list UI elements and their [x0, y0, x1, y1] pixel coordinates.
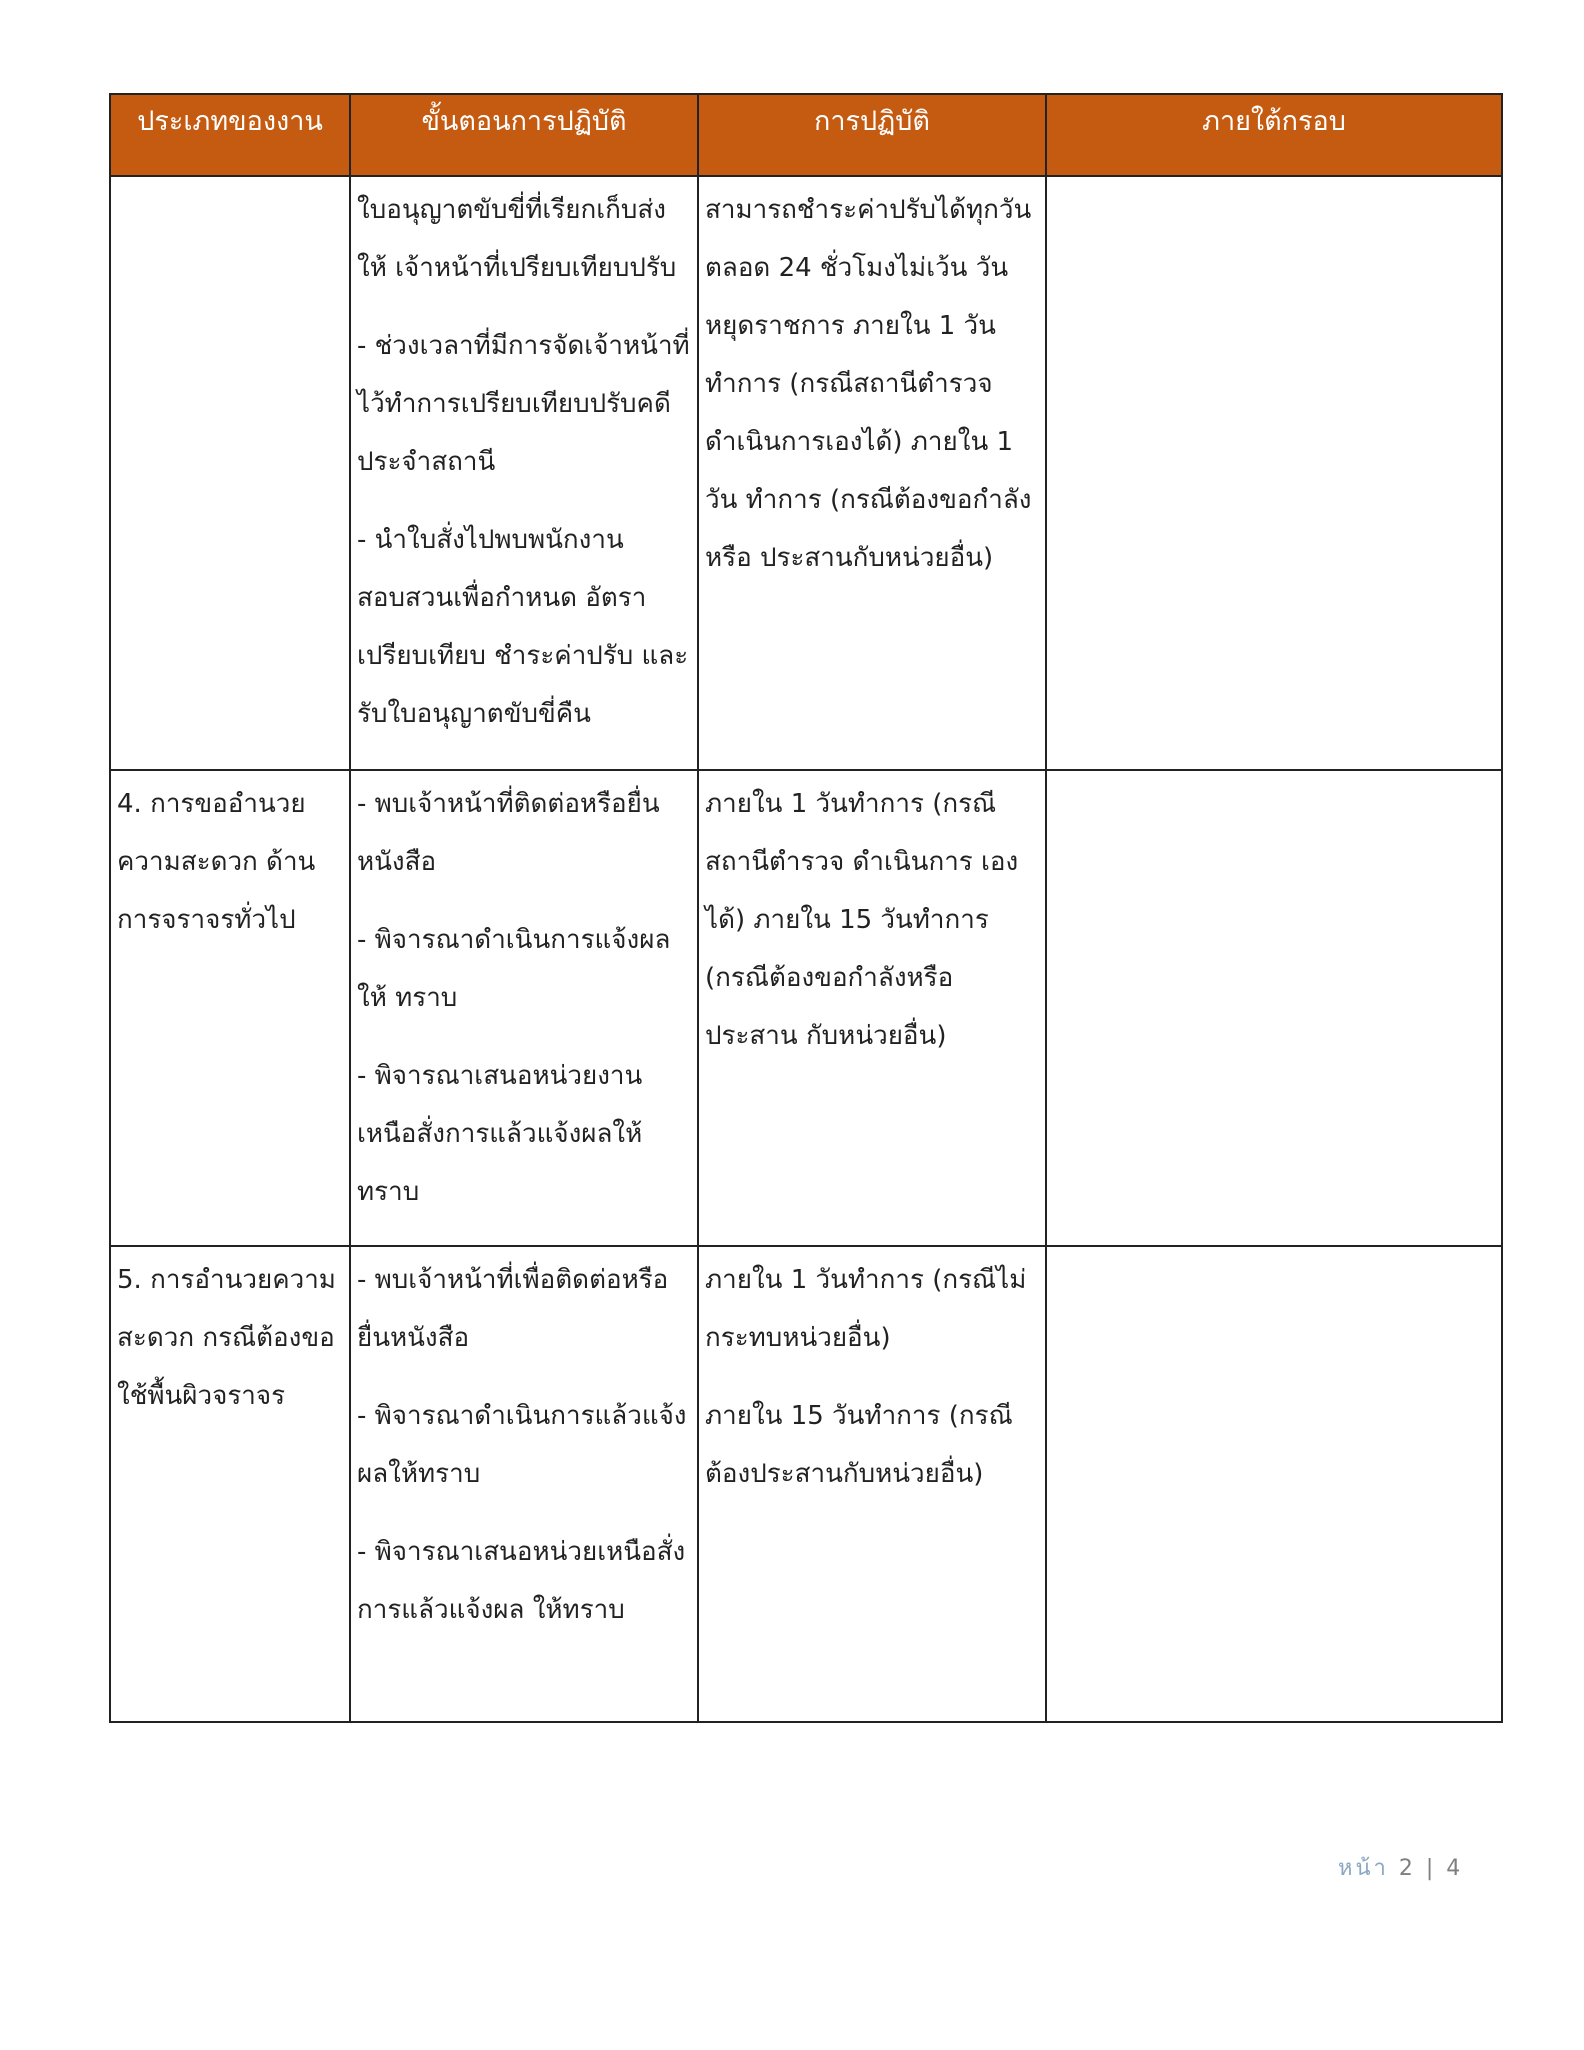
- practice-text: ภายใน 1 วันทำการ (กรณีไม่กระทบหน่วยอื่น): [705, 1265, 1027, 1353]
- practice-text: สามารถชำระค่าปรับได้ทุกวัน ตลอด 24 ชั่วโมงไม่เว้น วัน หยุดราชการ ภายใน 1 วัน ทำการ (กรณีสถานีตำรวจ ดำเนินการเองได้) ภายใน 1 วัน ทำการ (กรณีต้องขอกำลังหรือ ประสานกับหน่วยอื่น): [705, 195, 1032, 573]
- step-text: ใบอนุญาตขับขี่ที่เรียกเก็บส่งให้ เจ้าหน้าที่เปรียบเทียบปรับ: [357, 195, 677, 283]
- header-work-type: ประเภทของงาน: [110, 94, 350, 176]
- cell-framework: [1046, 176, 1502, 770]
- table-row: [110, 1246, 1502, 1722]
- header-procedure-steps: ขั้นตอนการปฏิบัติ: [350, 94, 698, 176]
- cell-practice: [698, 1246, 1046, 1722]
- cell-procedure-steps: [350, 176, 698, 770]
- page-footer: [1338, 1850, 1463, 1885]
- cell-procedure-steps: [350, 1246, 698, 1722]
- cell-framework: [1046, 770, 1502, 1246]
- step-text: - ช่วงเวลาที่มีการจัดเจ้าหน้าที่ ไว้ทำการเปรียบเทียบปรับคดี ประจำสถานี: [357, 331, 690, 477]
- cell-procedure-steps: [350, 770, 698, 1246]
- table-row: [110, 770, 1502, 1246]
- step-text: - พิจารณาเสนอหน่วยงาน เหนือสั่งการแล้วแจ้งผลให้ ทราบ: [357, 1061, 643, 1207]
- header-framework: ภายใต้กรอบ: [1046, 94, 1502, 176]
- step-text: - พิจารณาเสนอหน่วยเหนือสั่ง การแล้วแจ้งผล ให้ทราบ: [357, 1537, 686, 1625]
- step-text: - นำใบสั่งไปพบพนักงาน สอบสวนเพื่อกำหนด อัตรา เปรียบเทียบ ชำระค่าปรับ และ รับใบอนุญาตขับขี่คืน: [357, 525, 689, 729]
- step-text: - พิจารณาดำเนินการแล้วแจ้ง ผลให้ทราบ: [357, 1401, 687, 1489]
- header-practice: การปฏิบัติ: [698, 94, 1046, 176]
- table-header-row: [110, 94, 1502, 176]
- procedure-table: [109, 93, 1503, 1723]
- table-row: [110, 176, 1502, 770]
- cell-practice: [698, 770, 1046, 1246]
- practice-text: ภายใน 15 วันทำการ (กรณี ต้องประสานกับหน่วยอื่น): [705, 1401, 1013, 1489]
- cell-framework: [1046, 1246, 1502, 1722]
- page-number: 2 | 4: [1398, 1856, 1464, 1881]
- cell-work-type: 5. การอำนวยความ สะดวก กรณีต้องขอ ใช้พื้นผิวจราจร: [110, 1246, 350, 1722]
- step-text: - พบเจ้าหน้าที่เพื่อติดต่อหรือ ยื่นหนังสือ: [357, 1265, 669, 1353]
- cell-practice: [698, 176, 1046, 770]
- step-text: - พิจารณาดำเนินการแจ้งผลให้ ทราบ: [357, 925, 671, 1013]
- practice-text: ภายใน 1 วันทำการ (กรณีสถานีตำรวจ ดำเนินการ เองได้) ภายใน 15 วันทำการ (กรณีต้องขอกำลังหรือประสาน กับหน่วยอื่น): [705, 789, 1019, 1051]
- cell-work-type: [110, 176, 350, 770]
- page-label: หน้า: [1338, 1856, 1389, 1881]
- cell-work-type: 4. การขออำนวย ความสะดวก ด้านการจราจรทั่วไป: [110, 770, 350, 1246]
- step-text: - พบเจ้าหน้าที่ติดต่อหรือยื่น หนังสือ: [357, 789, 660, 877]
